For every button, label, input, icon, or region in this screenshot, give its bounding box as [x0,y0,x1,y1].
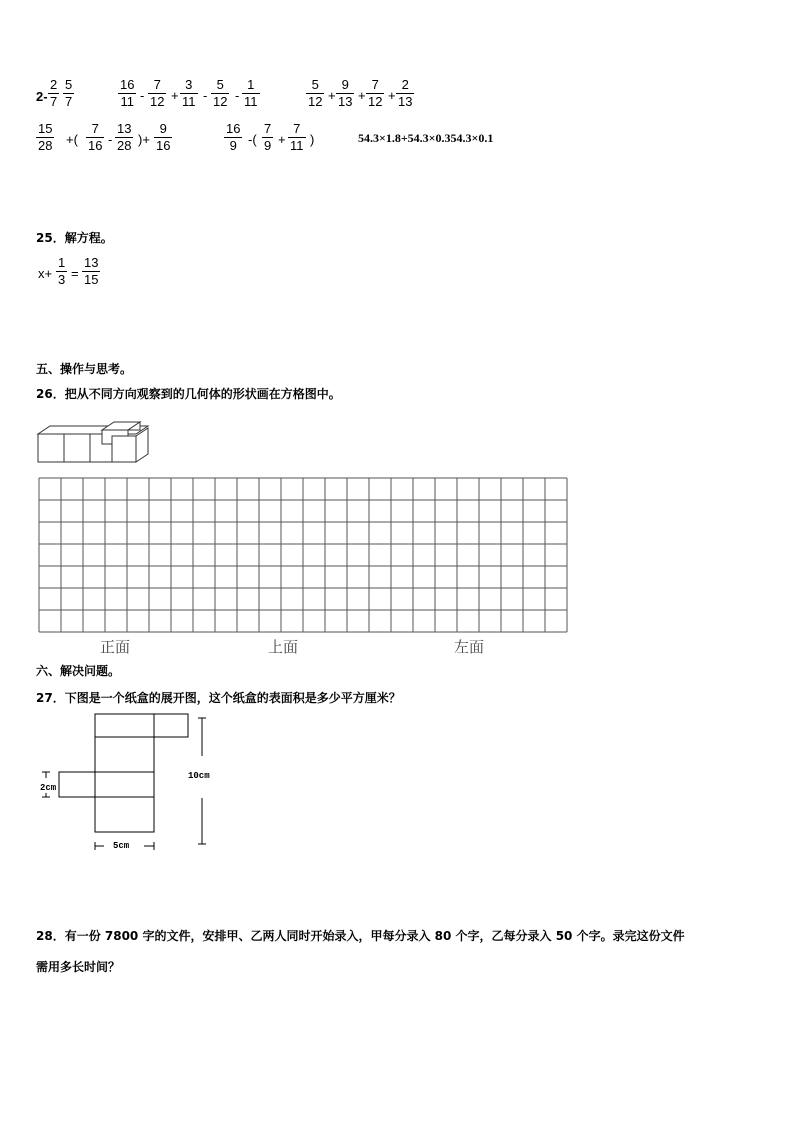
fraction: 2 13 [398,77,413,109]
question-27-title: 27．下图是一个纸盒的展开图，这个纸盒的表面积是多少平方厘米？ [36,691,401,705]
fraction: 7 12 [368,77,383,109]
cube-solid-figure [36,418,152,466]
fraction: 13 28 [117,121,132,153]
fraction: 2 7 [50,77,58,109]
fraction: 9 13 [338,77,353,109]
question-25-title: 25．解方程。 [36,231,113,245]
expression-decimal: 54.3×1.8+54.3×0.354.3×0.1 [358,131,494,145]
fraction: 3 11 [182,77,196,109]
question-26-title: 26．把从不同方向观察到的几何体的形状画在方格图中。 [36,387,341,401]
expr1-lead: 2- [36,89,48,104]
view-label-left: 左面 [454,638,485,656]
operator: - [140,88,145,103]
fraction: 1 3 [58,255,66,287]
fraction: 15 28 [38,121,53,153]
operator: +( [66,132,78,147]
question-28-line2: 需用多长时间？ [36,960,121,974]
operator: - [235,88,240,103]
equation-lead: x+ [38,266,53,281]
box-net-diagram [36,712,226,854]
fraction: 5 7 [65,77,73,109]
section-5-heading: 五、操作与思考。 [36,362,133,376]
operator: + [388,88,396,103]
fraction: 1 11 [244,77,258,109]
operator: + [358,88,366,103]
dimension-width: 5cm [113,841,130,851]
view-label-top: 上面 [268,638,299,656]
operator: )+ [138,132,150,147]
question-28-line1: 28．有一份 7800 字的文件，安排甲、乙两人同时开始录入，甲每分录入 80 个字，乙每分录入 50 个字。录完这份文件 [36,929,685,943]
dimension-height: 10cm [188,771,210,781]
section-6-heading: 六、解决问题。 [36,664,121,678]
fraction: 5 12 [308,77,323,109]
fraction: 7 16 [88,121,103,153]
drawing-grid[interactable] [38,477,568,633]
operator: + [278,132,286,147]
fraction: 7 9 [264,121,272,153]
operator: + [171,88,179,103]
fraction: 13 15 [84,255,99,287]
operator: ) [310,132,315,147]
dimension-side: 2cm [40,783,57,793]
fraction: 16 9 [226,121,241,153]
equals-sign: = [71,266,79,281]
fraction: 5 12 [213,77,228,109]
view-label-front: 正面 [100,638,131,656]
fraction: 7 11 [290,121,304,153]
operator: + [328,88,336,103]
fraction: 16 11 [120,77,135,109]
operator: -( [248,132,257,147]
operator: - [108,132,113,147]
operator: - [203,88,208,103]
fraction: 9 16 [156,121,171,153]
fraction: 7 12 [150,77,165,109]
